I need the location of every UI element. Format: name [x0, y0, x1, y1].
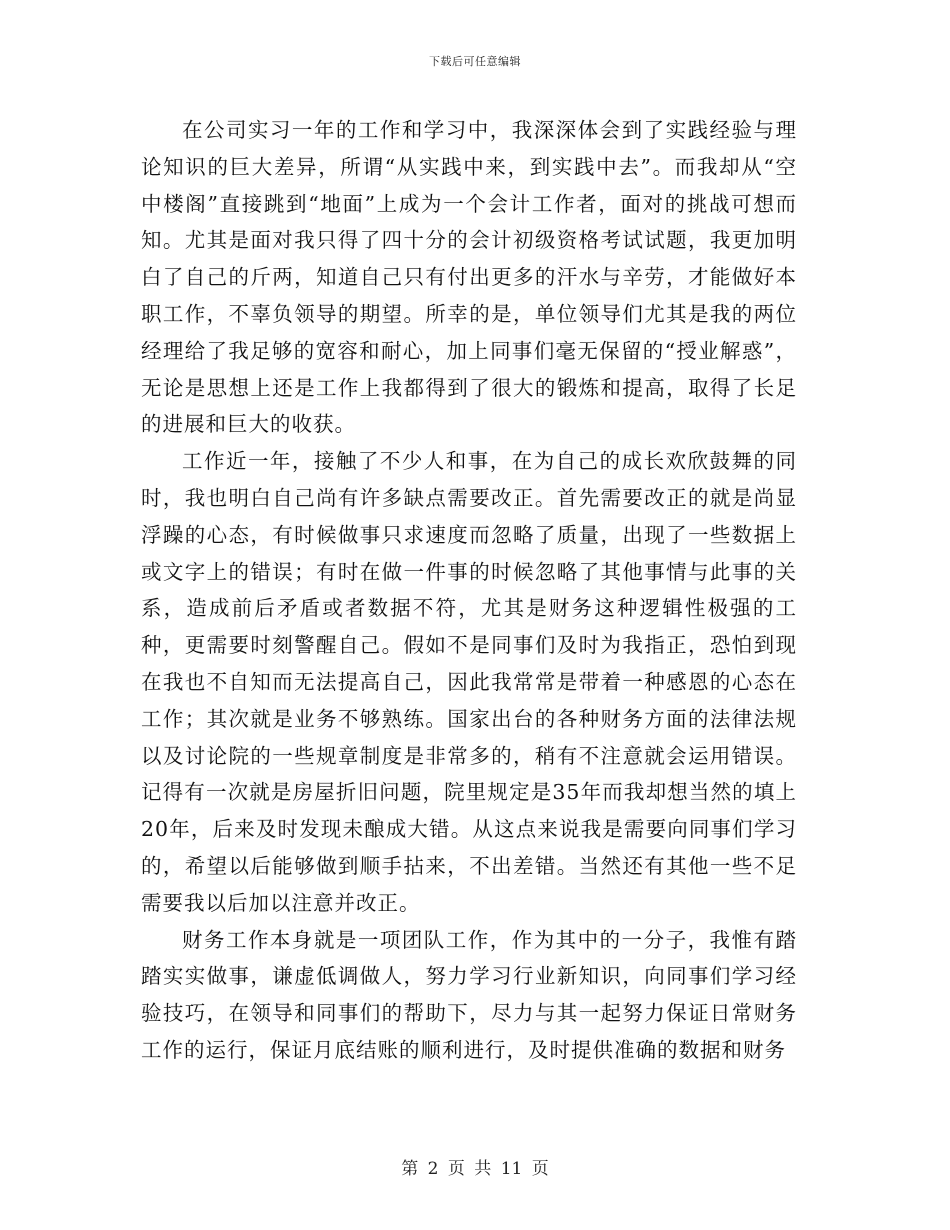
paragraph-3: 财务工作本身就是一项团队工作，作为其中的一分子，我惟有踏踏实实做事，谦虚低调做人，努力学习行业新知识，向同事们学习经验技巧，在领导和同事们的帮助下，尽力与其一起努力保证日常财务工作的运行，保证月底结账的顺利进行，及时提供准确的数据和财务 — [141, 927, 797, 1062]
page-header: 下载后可任意编辑 — [429, 55, 521, 68]
page-footer: 第 2 页 共 11 页 — [401, 1159, 549, 1179]
document-body — [141, 112, 797, 1069]
paragraph-2: 工作近一年，接触了不少人和事，在为自己的成长欢欣鼓舞的同时，我也明白自己尚有许多缺点需要改正。首先需要改正的就是尚显浮躁的心态，有时候做事只求速度而忽略了质量，出现了一些数据上或文字上的错误；有时在做一件事的时候忽略了其他事情与此事的关系，造成前后矛盾或者数据不符，尤其是财务这种逻辑性极强的工种，更需要时刻警醒自己。假如不是同事们及时为我指正，恐怕到现在我也不自知而无法提高自己，因此我常常是带着一种感恩的心态在工作；其次就是业务不够熟练。国家出台的各种财务方面的法律法规以及讨论院的一些规章制度是非常多的，稍有不注意就会运用错误。记得有一次就是房屋折旧问题，院里规定是35年而我却想当然的填上20年，后来及时发现未酿成大错。从这点来说我是需要向同事们学习的，希望以后能够做到顺手拈来，不出差错。当然还有其他一些不足需要我以后加以注意并改正。 — [141, 449, 797, 915]
paragraph-1: 在公司实习一年的工作和学习中，我深深体会到了实践经验与理论知识的巨大差异，所谓“从实践中来，到实践中去”。而我却从“空中楼阁”直接跳到“地面”上成为一个会计工作者，面对的挑战可想而知。尤其是面对我只得了四十分的会计初级资格考试试题，我更加明白了自己的斤两，知道自己只有付出更多的汗水与辛劳，才能做好本职工作，不辜负领导的期望。所幸的是，单位领导们尤其是我的两位经理给了我足够的宽容和耐心，加上同事们毫无保留的“授业解惑”，无论是思想上还是工作上我都得到了很大的锻炼和提高，取得了长足的进展和巨大的收获。 — [141, 118, 797, 437]
